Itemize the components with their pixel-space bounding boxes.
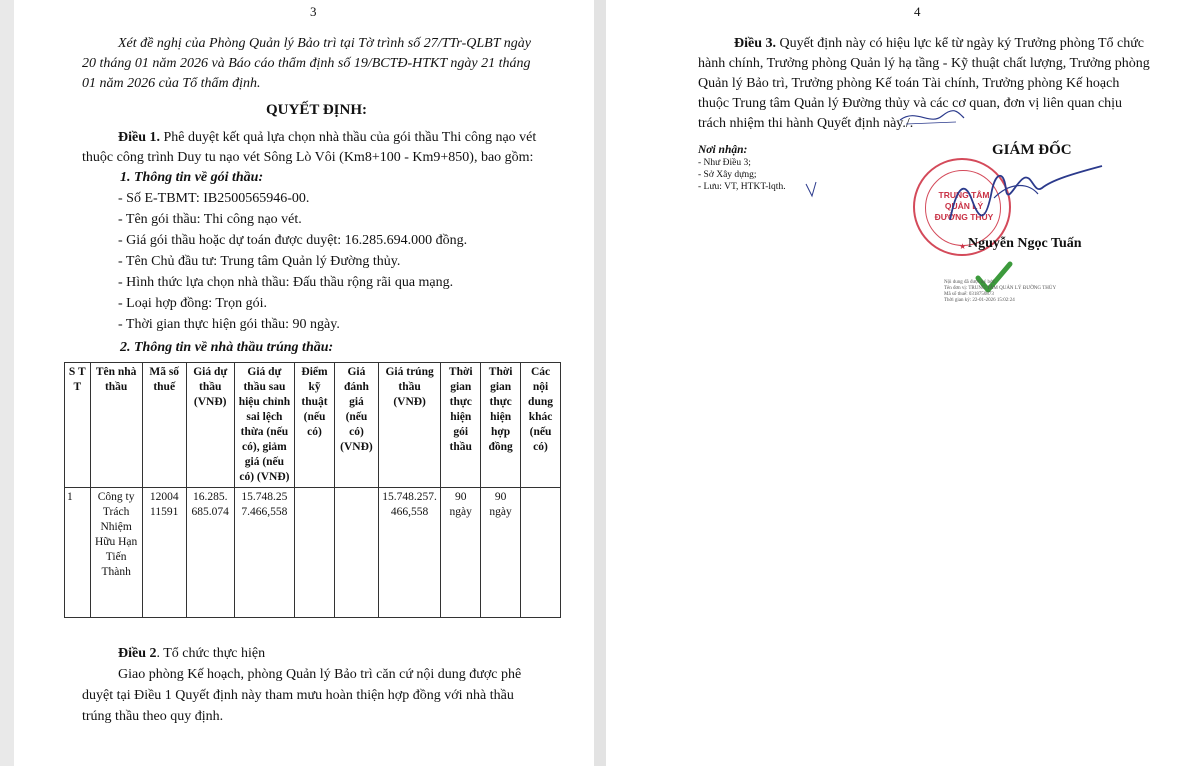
decision-title: QUYẾT ĐỊNH: [266, 102, 367, 118]
intro-line: 20 tháng 01 năm 2026 và Báo cáo thẩm định số 19/BCTĐ-HTKT ngày 21 tháng [82, 56, 531, 71]
article-2-label: Điều 2 [118, 646, 157, 661]
col-header-evaluated-price: Giá đánh giá (nếu có) (VNĐ) [334, 363, 378, 488]
package-info-item: - Hình thức lựa chọn nhà thầu: Đấu thầu rộng rãi qua mạng. [118, 275, 454, 290]
document-page-3 [14, 0, 594, 766]
col-header-package-duration: Thời gian thực hiện gói thầu [441, 363, 481, 488]
table-cell: 1 [65, 488, 91, 618]
article-2-line: Giao phòng Kế hoạch, phòng Quản lý Bảo trì căn cứ nội dung được phê [118, 667, 522, 682]
article-3-line: Quản lý Bảo trì, Trưởng phòng Kế toán Tài chính, Trưởng phòng Kế hoạch [698, 76, 1120, 91]
article-1-text: Phê duyệt kết quả lựa chọn nhà thầu của gói thầu Thi công nạo vét [160, 130, 537, 145]
table-cell: 15.748.25 7.466,558 [234, 488, 294, 618]
initial-signature-mark [896, 104, 968, 130]
section-1-title: 1. Thông tin về gói thầu: [120, 170, 264, 185]
article-3-line: thuộc Trung tâm Quản lý Đường thủy và các cơ quan, đơn vị liên quan chịu [698, 96, 1123, 111]
table-cell: 90 ngày [481, 488, 521, 618]
table-cell: Công ty Trách Nhiệm Hữu Hạn Tiến Thành [90, 488, 142, 618]
table-cell: 16.285. 685.074 [186, 488, 234, 618]
col-header-winning-price: Giá trúng thầu (VNĐ) [378, 363, 440, 488]
col-header-contract-duration: Thời gian thực hiện hợp đồng [481, 363, 521, 488]
col-header-stt: S T T [65, 363, 91, 488]
table-cell: 15.748.257. 466,558 [378, 488, 440, 618]
recipients-title: Nơi nhận: [698, 144, 748, 156]
article-2-title: . Tổ chức thực hiện [156, 646, 266, 661]
intro-line: Xét đề nghị của Phòng Quản lý Bảo trì tại Tờ trình số 27/TTr-QLBT ngày [118, 36, 531, 51]
seal-text-line: QUẢN LÝ [944, 201, 984, 211]
winning-bidder-table [64, 362, 561, 618]
article-3-label: Điều 3. [734, 36, 776, 51]
package-info-item: - Thời gian thực hiện gói thầu: 90 ngày. [118, 317, 340, 332]
package-info-item: - Tên Chủ đầu tư: Trung tâm Quản lý Đường thủy. [118, 254, 401, 269]
digital-signature-info: Tên đơn vị: TRUNG TÂM QUẢN LÝ ĐƯỜNG THỦY [944, 286, 1057, 291]
col-header-technical-score: Điểm kỹ thuật (nếu có) [295, 363, 335, 488]
article-1-line: thuộc công trình Duy tu nạo vét Sông Lò Vôi (Km8+100 - Km9+850), bao gồm: [82, 150, 534, 165]
digital-signature-info: Nội dung đã được ký bởi: [944, 280, 996, 285]
table-cell [334, 488, 378, 618]
page-number: 3 [310, 4, 317, 19]
table-cell: 90 ngày [441, 488, 481, 618]
col-header-contractor: Tên nhà thầu [90, 363, 142, 488]
article-2-heading [118, 644, 265, 664]
signer-title: GIÁM ĐỐC [992, 142, 1072, 158]
article-3-line [734, 34, 1144, 54]
initial-mark [804, 180, 820, 198]
signer-name: Nguyễn Ngọc Tuấn [968, 236, 1082, 251]
table-row [65, 488, 561, 618]
table-cell: 12004 11591 [142, 488, 186, 618]
col-header-bid-price: Giá dự thầu (VNĐ) [186, 363, 234, 488]
digital-signature-info: Thời gian ký: 22-01-2026 15:02:24 [944, 298, 1015, 303]
package-info-item: - Số E-TBMT: IB2500565946-00. [118, 191, 310, 206]
recipient-item: - Lưu: VT, HTKT-lqth. [698, 182, 786, 192]
package-info-item: - Giá gói thầu hoặc dự toán được duyệt: 16.285.694.000 đồng. [118, 233, 468, 248]
recipient-item: - Sở Xây dựng; [698, 170, 757, 180]
article-2-line: duyệt tại Điều 1 Quyết định này tham mưu hoàn thiện hợp đồng với nhà thầu [82, 688, 514, 703]
seal-text-line: ĐƯỜNG THỦY [934, 212, 994, 222]
table-cell [521, 488, 561, 618]
document-page-4 [606, 0, 1200, 766]
package-info-item: - Loại hợp đồng: Trọn gói. [118, 296, 267, 311]
package-info-item: - Tên gói thầu: Thi công nạo vét. [118, 212, 302, 227]
section-2-title: 2. Thông tin về nhà thầu trúng thầu: [120, 340, 334, 355]
col-header-other: Các nội dung khác (nếu có) [521, 363, 561, 488]
article-3-line: hành chính, Trưởng phòng Quản lý hạ tầng - Kỹ thuật chất lượng, Trưởng phòng [698, 56, 1150, 71]
article-1-label: Điều 1. [118, 130, 160, 145]
col-header-adjusted-price: Giá dự thầu sau hiệu chỉnh sai lệch thừa (nếu có), giảm giá (nếu có) (VNĐ) [234, 363, 294, 488]
digital-signature-info: Mã số thuế: 0318750873 [944, 292, 994, 297]
article-3-line: trách nhiệm thi hành Quyết định này./. [698, 116, 914, 131]
intro-line: 01 năm 2026 của Tổ thẩm định. [82, 76, 261, 91]
page-gap [594, 0, 606, 766]
table-cell [295, 488, 335, 618]
handwritten-signature [942, 160, 1112, 230]
col-header-tax-code: Mã số thuế [142, 363, 186, 488]
seal-text-line: TRUNG TÂM [938, 190, 990, 200]
article-2-line: trúng thầu theo quy định. [82, 709, 224, 724]
official-seal: TRUNG TÂM QUẢN LÝ ĐƯỜNG THỦY ★ [913, 158, 1011, 256]
article-1-line [118, 128, 536, 148]
page-number: 4 [914, 4, 921, 19]
table-header-row [65, 363, 561, 488]
recipient-item: - Như Điều 3; [698, 158, 751, 168]
article-3-text: Quyết định này có hiệu lực kể từ ngày ký Trưởng phòng Tổ chức [776, 36, 1145, 51]
